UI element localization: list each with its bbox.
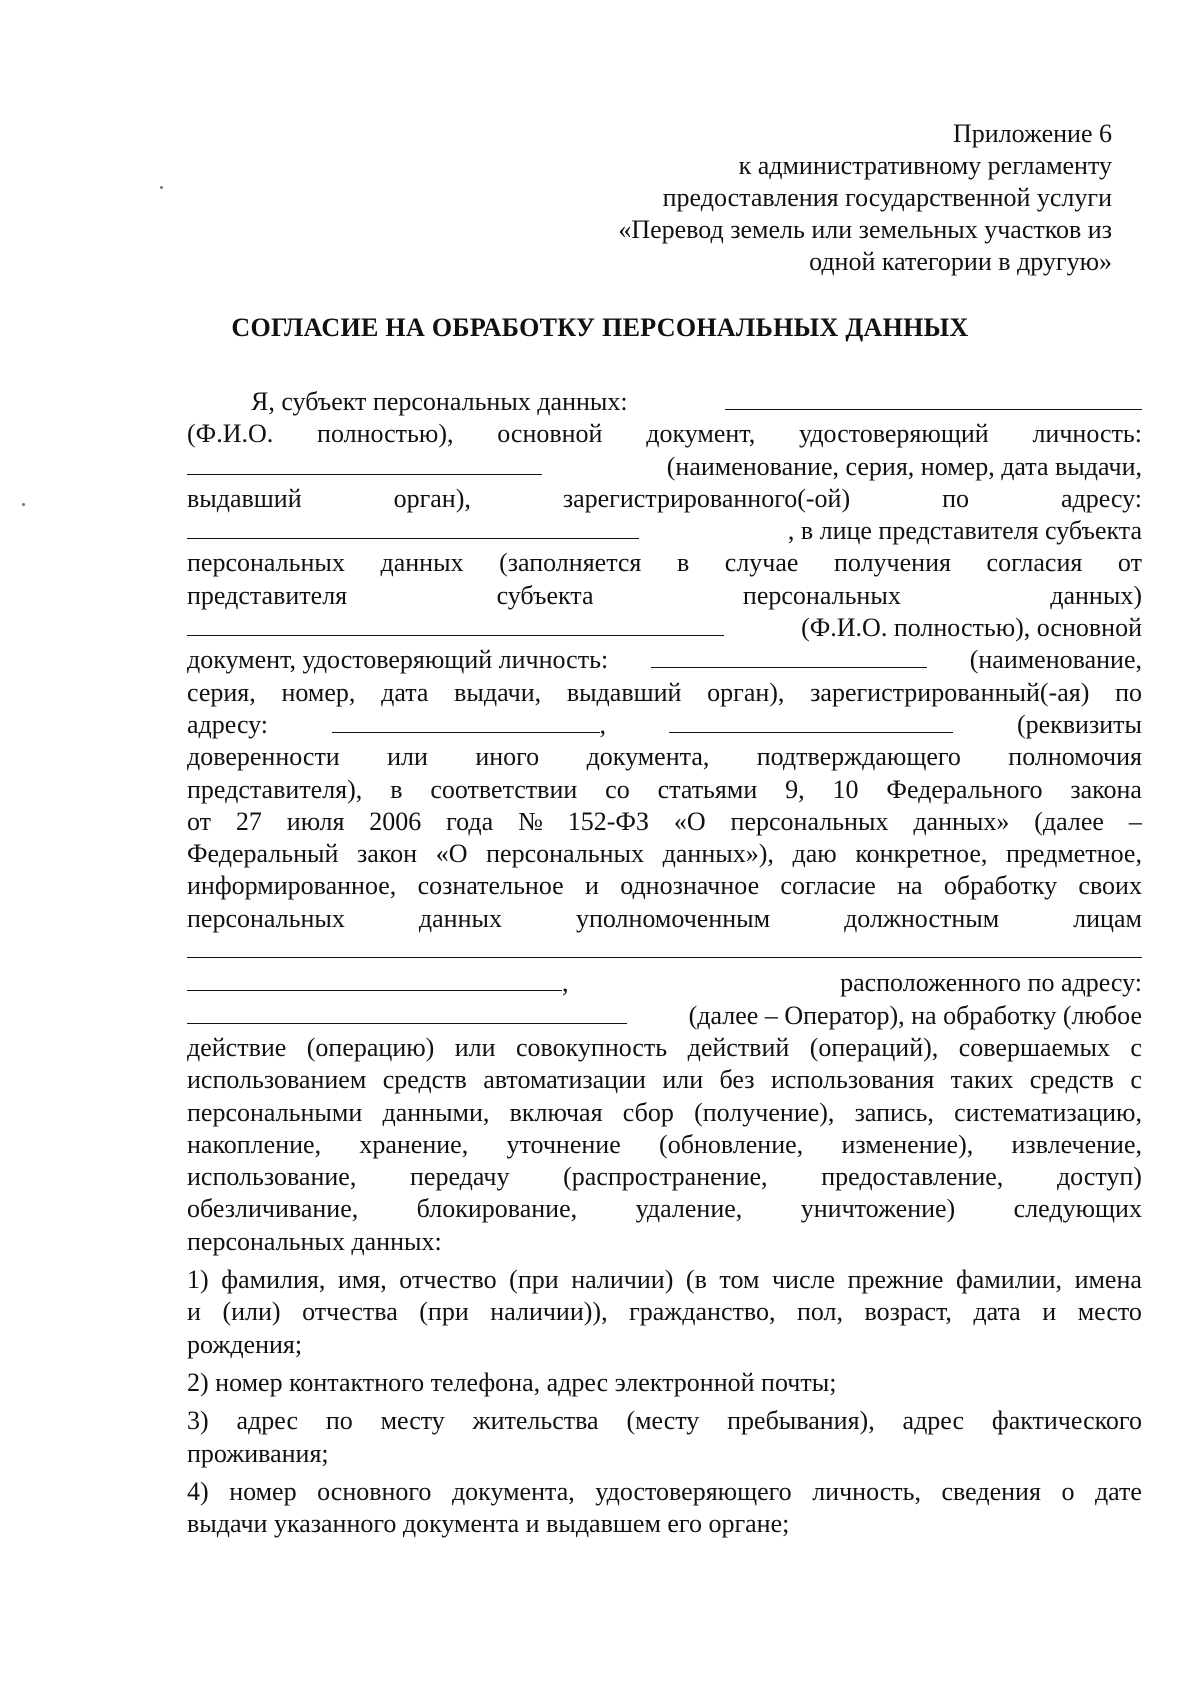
operator-blank-group bbox=[187, 967, 569, 999]
word: предоставление, bbox=[821, 1162, 1004, 1192]
word: даю bbox=[792, 839, 837, 869]
word: (операцию) bbox=[306, 1032, 435, 1062]
word: орган), bbox=[707, 677, 785, 707]
word: совокупность bbox=[516, 1032, 668, 1062]
word: уполномоченным bbox=[575, 903, 771, 933]
word: включая bbox=[509, 1097, 603, 1127]
text-fragment: Я, субъект персональных данных: bbox=[251, 387, 628, 416]
text-line bbox=[187, 1000, 1142, 1032]
word: или bbox=[662, 1065, 704, 1095]
list-item-line bbox=[187, 1329, 1142, 1361]
word: удостоверяющий bbox=[798, 419, 989, 449]
fill-in-blank[interactable] bbox=[187, 935, 1142, 958]
list-item-text: проживания; bbox=[187, 1438, 329, 1468]
word: сознательное bbox=[417, 871, 564, 901]
document-title: СОГЛАСИЕ НА ОБРАБОТКУ ПЕРСОНАЛЬНЫХ ДАННЫХ bbox=[231, 313, 969, 342]
list-item-line bbox=[187, 1405, 1142, 1437]
word: документа, bbox=[586, 742, 710, 772]
word: хранение, bbox=[359, 1129, 469, 1159]
word: отчества bbox=[302, 1297, 398, 1327]
fill-in-blank[interactable] bbox=[187, 968, 562, 991]
fill-in-blank[interactable] bbox=[187, 1001, 627, 1024]
word: 152-ФЗ bbox=[567, 806, 649, 836]
word: «О bbox=[673, 806, 706, 836]
word: 3) bbox=[187, 1406, 209, 1436]
word: полномочия bbox=[1008, 742, 1142, 772]
text-line bbox=[187, 1193, 1142, 1225]
word: сбор bbox=[622, 1097, 674, 1127]
fill-in-blank[interactable] bbox=[651, 645, 927, 668]
word: о bbox=[1061, 1476, 1075, 1506]
word: зарегистрированного(-ой) bbox=[562, 483, 851, 513]
word: жительства bbox=[472, 1406, 599, 1436]
word: июля bbox=[286, 806, 345, 836]
word: систематизацию, bbox=[954, 1097, 1142, 1127]
word: персональных bbox=[486, 839, 645, 869]
word: полностью), bbox=[317, 419, 454, 449]
word: документ, bbox=[646, 419, 756, 449]
word: данных) bbox=[1050, 580, 1142, 610]
list-item-text: 2) номер контактного телефона, адрес электронной почты; bbox=[187, 1367, 837, 1397]
word: данных» bbox=[913, 806, 1010, 836]
word: случае bbox=[724, 548, 799, 578]
word: конкретное, bbox=[855, 839, 988, 869]
fill-in-blank[interactable] bbox=[187, 516, 639, 539]
word: извлечение, bbox=[1011, 1129, 1142, 1159]
text-fragment: , bbox=[599, 709, 607, 739]
scan-speck bbox=[160, 186, 163, 189]
address-blank-group bbox=[332, 709, 607, 741]
word: (при bbox=[419, 1297, 469, 1327]
word: обезличивание, bbox=[187, 1194, 359, 1224]
list-item-text: рождения; bbox=[187, 1329, 303, 1359]
word: уточнение bbox=[506, 1129, 621, 1159]
word: (месту bbox=[626, 1406, 700, 1436]
word: документа, bbox=[451, 1476, 575, 1506]
word: получения bbox=[834, 548, 951, 578]
word: своих bbox=[1078, 871, 1142, 901]
appendix-header bbox=[472, 118, 1112, 278]
word: (получение), bbox=[694, 1097, 835, 1127]
word: таких bbox=[950, 1065, 1014, 1095]
text-fragment: (далее – Оператор), на обработку (любое bbox=[688, 1000, 1142, 1030]
word: персональных bbox=[742, 580, 901, 610]
text-fragment: документ, удостоверяющий личность: bbox=[187, 645, 609, 675]
text-fragment: (наименование, серия, номер, дата выдачи, bbox=[666, 451, 1142, 481]
list-item-line bbox=[187, 1296, 1142, 1328]
word: согласие bbox=[780, 871, 876, 901]
text-line bbox=[187, 838, 1142, 870]
word: (заполняется bbox=[499, 548, 642, 578]
text-line bbox=[187, 709, 1142, 741]
word: основного bbox=[317, 1476, 432, 1506]
word: с bbox=[1130, 1065, 1142, 1095]
word: и bbox=[584, 871, 599, 901]
word: зарегистрированный(-ая) bbox=[810, 677, 1090, 707]
word: предметное, bbox=[1005, 839, 1142, 869]
text-line bbox=[187, 580, 1142, 612]
word: представителя), bbox=[187, 774, 363, 804]
word: данных bbox=[418, 903, 502, 933]
word: основной bbox=[497, 419, 603, 449]
word: персональных bbox=[187, 903, 345, 933]
word: фамилия, bbox=[221, 1265, 326, 1295]
word: номер, bbox=[281, 677, 356, 707]
appendix-line: одной категории в другую» bbox=[809, 247, 1112, 276]
word: средств bbox=[1029, 1065, 1114, 1095]
word: – bbox=[1128, 806, 1142, 836]
word: передачу bbox=[410, 1162, 510, 1192]
text-line bbox=[187, 483, 1142, 515]
word: пол, bbox=[796, 1297, 844, 1327]
text-line bbox=[187, 547, 1142, 579]
word: информированное, bbox=[187, 871, 397, 901]
word: 1) bbox=[187, 1265, 209, 1295]
word: изменение), bbox=[841, 1129, 974, 1159]
word: или bbox=[454, 1032, 496, 1062]
word: (Ф.И.О. bbox=[187, 419, 274, 449]
word: или bbox=[387, 742, 428, 772]
fill-in-blank[interactable] bbox=[187, 613, 724, 636]
word: по bbox=[942, 483, 969, 513]
text-line bbox=[187, 1161, 1142, 1193]
word: по bbox=[1115, 677, 1142, 707]
word: выдачи, bbox=[454, 677, 542, 707]
list-item-line bbox=[187, 1508, 1142, 1540]
word: с bbox=[1130, 1032, 1142, 1062]
word: субъекта bbox=[496, 580, 594, 610]
word: накопление, bbox=[187, 1129, 322, 1159]
word: Федеральный bbox=[187, 839, 339, 869]
word: «О bbox=[435, 839, 468, 869]
text-line bbox=[187, 741, 1142, 773]
text-line bbox=[187, 1226, 1142, 1258]
word: фамилии, bbox=[955, 1265, 1062, 1295]
text-line bbox=[187, 774, 1142, 806]
word: серия, bbox=[187, 677, 256, 707]
word: представителя bbox=[187, 580, 348, 610]
word: личность: bbox=[1032, 419, 1142, 449]
word: удаление, bbox=[635, 1194, 743, 1224]
text-line bbox=[187, 612, 1142, 644]
list-item-text: выдачи указанного документа и выдавшем его органе; bbox=[187, 1509, 790, 1539]
word: 2006 bbox=[369, 806, 422, 836]
appendix-number: Приложение 6 bbox=[952, 119, 1112, 148]
word: следующих bbox=[1013, 1194, 1142, 1224]
word: данными, bbox=[382, 1097, 490, 1127]
word: 4) bbox=[187, 1476, 209, 1506]
word: лицам bbox=[1073, 903, 1142, 933]
appendix-line: к административному регламенту bbox=[738, 151, 1112, 180]
word: месту bbox=[380, 1406, 445, 1436]
word: использование, bbox=[187, 1162, 357, 1192]
text-line bbox=[187, 644, 1142, 676]
text-fragment: , в лице представителя субъекта bbox=[787, 516, 1142, 546]
text-line bbox=[187, 967, 1142, 999]
word: дата bbox=[973, 1297, 1021, 1327]
word: данных bbox=[380, 548, 464, 578]
word: однозначное bbox=[620, 871, 760, 901]
text-line bbox=[187, 515, 1142, 547]
word: по bbox=[325, 1406, 353, 1436]
word: (далее bbox=[1034, 806, 1104, 836]
word: автоматизации bbox=[483, 1065, 646, 1095]
word: место bbox=[1077, 1297, 1142, 1327]
word: 9, bbox=[785, 774, 805, 804]
word: запись, bbox=[854, 1097, 934, 1127]
word: Федерального bbox=[886, 774, 1043, 804]
fill-in-blank[interactable] bbox=[187, 452, 542, 475]
text-line bbox=[187, 386, 1142, 418]
word: удостоверяющего bbox=[595, 1476, 792, 1506]
word: и bbox=[1042, 1297, 1057, 1327]
word: выдавший bbox=[566, 677, 682, 707]
word: согласия bbox=[986, 548, 1083, 578]
fill-in-blank[interactable] bbox=[332, 710, 600, 733]
word: доступ) bbox=[1056, 1162, 1142, 1192]
word: дате bbox=[1094, 1476, 1142, 1506]
word: сведения bbox=[941, 1476, 1041, 1506]
text-line bbox=[187, 870, 1142, 902]
text-fragment: , bbox=[562, 968, 569, 998]
word: номер bbox=[229, 1476, 297, 1506]
text-fragment: (реквизиты bbox=[1016, 709, 1142, 739]
word: (в bbox=[685, 1265, 707, 1295]
text-line bbox=[187, 1097, 1142, 1129]
text-fragment: персональных данных: bbox=[187, 1226, 442, 1256]
word: (обновление, bbox=[659, 1129, 804, 1159]
word: том bbox=[719, 1265, 760, 1295]
word: данных»), bbox=[662, 839, 774, 869]
text-fragment: (наименование, bbox=[969, 645, 1142, 675]
word: 27 bbox=[235, 806, 262, 836]
word: (или) bbox=[222, 1297, 281, 1327]
word: от bbox=[1117, 548, 1142, 578]
word: прежние bbox=[847, 1265, 944, 1295]
word: со bbox=[605, 774, 630, 804]
word: в bbox=[676, 548, 690, 578]
word: использования bbox=[770, 1065, 935, 1095]
list-item-line bbox=[187, 1476, 1142, 1508]
word: соответствии bbox=[430, 774, 578, 804]
text-line bbox=[187, 935, 1142, 967]
word: имя, bbox=[337, 1265, 387, 1295]
word: (операций), bbox=[809, 1032, 939, 1062]
word: адрес bbox=[236, 1406, 298, 1436]
word: в bbox=[390, 774, 403, 804]
word: персональных bbox=[730, 806, 889, 836]
word: гражданство, bbox=[629, 1297, 776, 1327]
word: (при bbox=[509, 1265, 559, 1295]
word: без bbox=[719, 1065, 755, 1095]
word: иного bbox=[475, 742, 540, 772]
word: уничтожение) bbox=[800, 1194, 956, 1224]
text-line bbox=[187, 903, 1142, 935]
word: персональными bbox=[187, 1097, 363, 1127]
word: закон bbox=[357, 839, 418, 869]
word: (распространение, bbox=[563, 1162, 768, 1192]
word: средств bbox=[382, 1065, 467, 1095]
text-line bbox=[187, 677, 1142, 709]
word: действие bbox=[187, 1032, 287, 1062]
word: от bbox=[187, 806, 212, 836]
word: персональных bbox=[187, 548, 345, 578]
word: подтверждающего bbox=[756, 742, 961, 772]
word: года bbox=[446, 806, 494, 836]
text-fragment: (Ф.И.О. полностью), основной bbox=[801, 613, 1142, 643]
word: адрес bbox=[902, 1406, 965, 1436]
word: выдавший bbox=[187, 483, 302, 513]
word: использованием bbox=[187, 1065, 367, 1095]
text-line bbox=[187, 451, 1142, 483]
text-line bbox=[187, 1129, 1142, 1161]
word: должностным bbox=[844, 903, 1000, 933]
text-line bbox=[187, 418, 1142, 450]
text-line bbox=[187, 1064, 1142, 1096]
word: 10 bbox=[832, 774, 859, 804]
word: отчество bbox=[399, 1265, 497, 1295]
fill-in-blank[interactable] bbox=[669, 710, 953, 733]
fill-in-blank[interactable] bbox=[725, 387, 1142, 410]
list-item-line bbox=[187, 1264, 1142, 1296]
scan-speck bbox=[22, 503, 25, 506]
word: личность, bbox=[812, 1476, 921, 1506]
list-item-line bbox=[187, 1367, 1142, 1399]
word: и bbox=[187, 1297, 201, 1327]
word: имена bbox=[1074, 1265, 1142, 1295]
text-line bbox=[187, 806, 1142, 838]
word: фактического bbox=[991, 1406, 1142, 1436]
text-fragment: расположенного по адресу: bbox=[840, 968, 1142, 998]
list-item-line bbox=[187, 1438, 1142, 1470]
text-fragment: адресу: bbox=[187, 709, 269, 739]
word: дата bbox=[381, 677, 429, 707]
word: закона bbox=[1070, 774, 1142, 804]
word: возраст, bbox=[864, 1297, 952, 1327]
word: доверенности bbox=[187, 742, 340, 772]
word: на bbox=[897, 871, 923, 901]
word: № bbox=[518, 806, 543, 836]
word: совершаемых bbox=[958, 1032, 1110, 1062]
word: пребывания), bbox=[727, 1406, 875, 1436]
word: действий bbox=[687, 1032, 790, 1062]
word: блокирование, bbox=[416, 1194, 578, 1224]
word: наличии) bbox=[571, 1265, 674, 1295]
text-line bbox=[187, 1032, 1142, 1064]
word: числе bbox=[771, 1265, 836, 1295]
word: наличии)), bbox=[490, 1297, 608, 1327]
word: орган), bbox=[393, 483, 471, 513]
appendix-line: «Перевод земель или земельных участков из bbox=[618, 215, 1112, 244]
consent-body bbox=[187, 386, 1142, 1540]
word: статьями bbox=[657, 774, 758, 804]
word: адресу: bbox=[1060, 483, 1142, 513]
word: обработку bbox=[943, 871, 1058, 901]
appendix-line: предоставления государственной услуги bbox=[662, 183, 1112, 212]
